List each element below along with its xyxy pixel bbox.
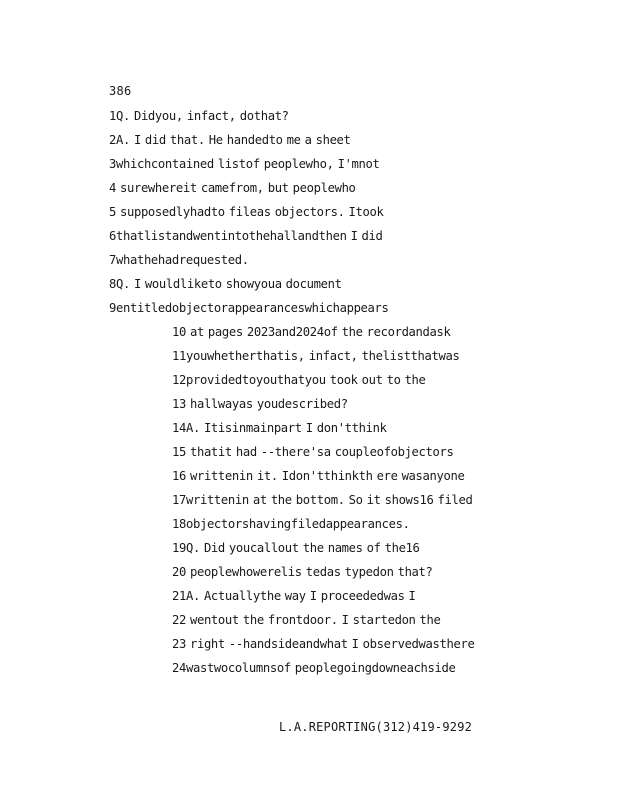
transcript-line-13: 13 hallwayas youdescribed? <box>172 397 348 411</box>
transcript-line-8: 8Q. I wouldliketo showyoua document <box>109 277 342 291</box>
transcript-line-20: 20 peoplewhowerelis tedas typedon that? <box>172 565 433 579</box>
transcript-line-6: 6thatlistandwentintothehallandthen I did <box>109 229 383 243</box>
transcript-line-10: 10 at pages 2023and2024of the recordandask <box>172 325 451 339</box>
transcript-line-12: 12providedtoyouthatyou took out to the <box>172 373 426 387</box>
transcript-line-7: 7whathehadrequested. <box>109 253 249 267</box>
transcript-line-15: 15 thatit had --there'sa coupleofobjectors <box>172 445 454 459</box>
transcript-line-24: 24wastwocolumnsof peoplegoingdowneachside <box>172 661 456 675</box>
transcript-line-9: 9entitledobjectorappearanceswhichappears <box>109 301 389 315</box>
transcript-line-5: 5 supposedlyhadto fileas objectors. Itook <box>109 205 384 219</box>
page-number: 386 <box>109 84 132 98</box>
transcript-line-19: 19Q. Did youcallout the names of the16 <box>172 541 420 555</box>
transcript-line-11: 11youwhetherthatis, infact, thelistthatwas <box>172 349 460 363</box>
reporter-footer: L.A.REPORTING(312)419-9292 <box>279 720 473 734</box>
transcript-line-23: 23 right --handsideandwhat I observedwasthere <box>172 637 475 651</box>
transcript-line-1: 1Q. Didyou, infact, dothat? <box>109 109 289 123</box>
transcript-line-14: 14A. Itisinmainpart I don'tthink <box>172 421 387 435</box>
transcript-line-18: 18objectorshavingfiledappearances. <box>172 517 410 531</box>
transcript-line-21: 21A. Actuallythe way I proceededwas I <box>172 589 416 603</box>
transcript-lines <box>0 109 618 685</box>
transcript-line-4: 4 surewhereit camefrom, but peoplewho <box>109 181 356 195</box>
transcript-line-16: 16 writtenin it. Idon'tthinkth ere wasanyone <box>172 469 465 483</box>
transcript-line-2: 2A. I did that. He handedto me a sheet <box>109 133 351 147</box>
transcript-line-3: 3whichcontained listof peoplewho, I'mnot <box>109 157 380 171</box>
transcript-line-22: 22 wentout the frontdoor. I startedon the <box>172 613 441 627</box>
transcript-line-17: 17writtenin at the bottom. So it shows16 filed <box>172 493 473 507</box>
